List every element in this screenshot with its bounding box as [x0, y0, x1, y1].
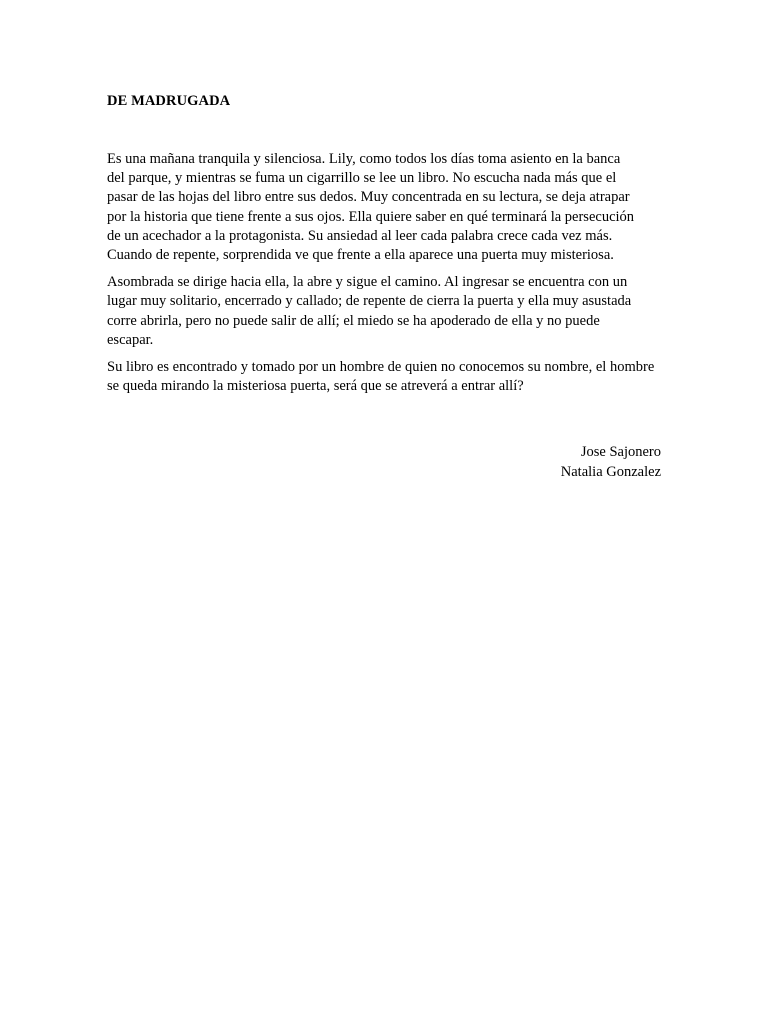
text-line: por la historia que tiene frente a sus ojos. Ella quiere saber en qué terminará la persecución — [107, 208, 635, 225]
paragraph-2 — [107, 273, 662, 350]
document-title: DE MADRUGADA — [107, 93, 231, 109]
text-line: pasar de las hojas del libro entre sus dedos. Muy concentrada en su lectura, se deja atrapar — [107, 189, 630, 206]
paragraph-3 — [107, 358, 662, 396]
document-body — [107, 150, 662, 404]
author-signatures — [561, 442, 661, 482]
text-line: Cuando de repente, sorprendida ve que frente a ella aparece una puerta muy misteriosa. — [107, 247, 614, 264]
text-line: Es una mañana tranquila y silenciosa. Lily, como todos los días toma asiento en la banca — [107, 151, 621, 167]
text-line: Asombrada se dirige hacia ella, la abre y sigue el camino. Al ingresar se encuentra con un — [107, 274, 628, 291]
text-line: del parque, y mientras se fuma un cigarrillo se lee un libro. No escucha nada más que el — [107, 170, 617, 187]
text-line: lugar muy solitario, encerrado y callado; de repente de cierra la puerta y ella muy asustada — [107, 293, 632, 310]
author-name: Jose Sajonero — [580, 444, 661, 460]
text-line: escapar. — [107, 331, 154, 348]
paragraph-1 — [107, 150, 662, 265]
text-line: corre abrirla, pero no puede salir de allí; el miedo se ha apoderado de ella y no puede — [107, 312, 600, 329]
text-line: de un acechador a la protagonista. Su ansiedad al leer cada palabra crece cada vez más. — [107, 227, 613, 244]
text-line: se queda mirando la misteriosa puerta, será que se atreverá a entrar allí? — [107, 378, 524, 395]
text-line: Su libro es encontrado y tomado por un hombre de quien no conocemos su nombre, el hombre — [107, 359, 655, 376]
author-name: Natalia Gonzalez — [560, 464, 661, 480]
